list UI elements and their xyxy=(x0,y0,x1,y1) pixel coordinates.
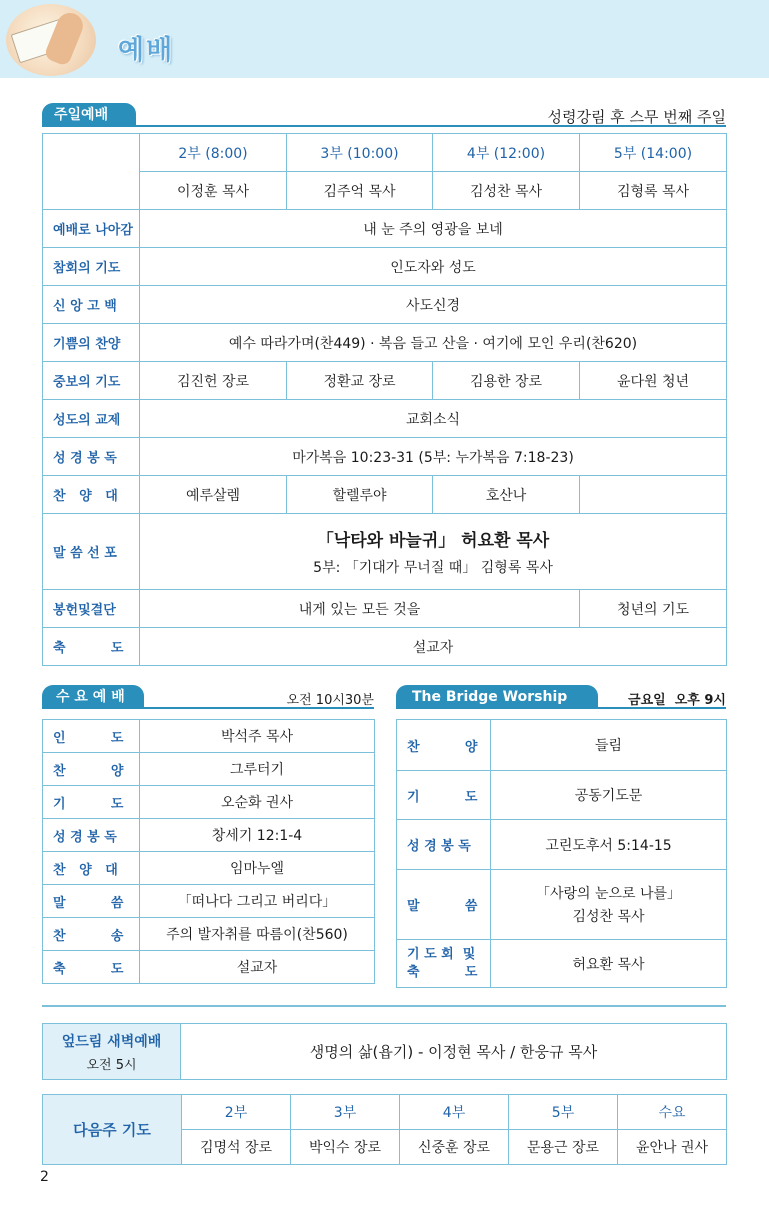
row-label: 찬 양 대 xyxy=(43,852,140,885)
row-label: 성도의 교제 xyxy=(43,400,140,438)
next-prayer-name: 박익수 장로 xyxy=(291,1130,400,1165)
bridge-value: 허요환 목사 xyxy=(491,940,727,988)
page-title: 예배 xyxy=(118,35,175,66)
service-preacher: 이정훈 목사 xyxy=(140,172,287,210)
offering-value-5: 청년의 기도 xyxy=(580,590,727,628)
fellowship-value: 교회소식 xyxy=(140,400,727,438)
wednesday-tab: 수 요 예 배 xyxy=(42,685,144,709)
sunday-tab: 주일예배 xyxy=(42,103,136,127)
choir-value: 예루살렘 xyxy=(140,476,287,514)
wednesday-value: 박석주 목사 xyxy=(140,720,375,753)
next-prayer-table xyxy=(42,1094,727,1165)
dawn-table xyxy=(42,1023,727,1080)
row-label: 찬 양 xyxy=(43,753,140,786)
dawn-value: 생명의 삶(욥기) - 이정현 목사 / 한웅규 목사 xyxy=(181,1024,727,1080)
bridge-sermon-preacher: 김성찬 목사 xyxy=(572,909,645,925)
row-label: 성 경 봉 독 xyxy=(43,438,140,476)
row-label: 축 도 xyxy=(43,951,140,984)
row-label xyxy=(397,940,491,988)
row-label: 신 앙 고 백 xyxy=(43,286,140,324)
wednesday-time: 오전 10시30분 xyxy=(286,693,374,708)
row-label: 말 씀 xyxy=(43,885,140,918)
corner-cell xyxy=(43,134,140,210)
bridge-table xyxy=(396,719,727,988)
row-label: 축 도 xyxy=(43,628,140,666)
row-label-line2: 축 도 xyxy=(407,964,478,980)
header-banner xyxy=(0,0,769,78)
wednesday-table xyxy=(42,719,375,984)
confession-value: 인도자와 성도 xyxy=(140,248,727,286)
choir-value: 호산나 xyxy=(433,476,580,514)
sermon-cell xyxy=(140,514,727,590)
sermon-sub: 5부: 「기대가 무너질 때」 김형록 목사 xyxy=(313,560,553,576)
wednesday-value: 임마누엘 xyxy=(140,852,375,885)
service-preacher: 김성찬 목사 xyxy=(433,172,580,210)
section-divider xyxy=(42,1005,726,1007)
scripture-value: 마가복음 10:23-31 (5부: 누가복음 7:18-23) xyxy=(140,438,727,476)
intercession-value: 김진헌 장로 xyxy=(140,362,287,400)
row-label: 찬 양 대 xyxy=(43,476,140,514)
sunday-subtitle: 성령강림 후 스무 번째 주일 xyxy=(547,108,726,126)
row-label: 찬 양 xyxy=(397,720,491,771)
service-time: 3부 (10:00) xyxy=(287,134,433,172)
intercession-value: 윤다원 청년 xyxy=(580,362,727,400)
bridge-sermon-title: 「사랑의 눈으로 나를」 xyxy=(535,886,682,902)
row-label: 기쁨의 찬양 xyxy=(43,324,140,362)
sunday-table xyxy=(42,133,727,666)
next-prayer-label: 다음주 기도 xyxy=(43,1095,182,1165)
intercession-value: 김용한 장로 xyxy=(433,362,580,400)
service-time: 4부 (12:00) xyxy=(433,134,580,172)
next-prayer-header: 수요 xyxy=(618,1095,727,1130)
next-prayer-header: 2부 xyxy=(182,1095,291,1130)
praise-value: 예수 따라가며(찬449) · 복음 들고 산을 · 여기에 모인 우리(찬620) xyxy=(140,324,727,362)
wednesday-value: 「떠나다 그리고 버리다」 xyxy=(140,885,375,918)
bridge-sermon-cell xyxy=(491,870,727,940)
bridge-tab: The Bridge Worship xyxy=(396,685,598,709)
benediction-value: 설교자 xyxy=(140,628,727,666)
bridge-time: 금요일 오후 9시 xyxy=(628,693,726,708)
dawn-label-cell xyxy=(43,1024,181,1080)
intercession-value: 정환교 장로 xyxy=(287,362,433,400)
offering-value: 내게 있는 모든 것을 xyxy=(140,590,580,628)
row-label-line1: 기 도 회 및 xyxy=(407,946,476,962)
row-label: 인 도 xyxy=(43,720,140,753)
service-time: 5부 (14:00) xyxy=(580,134,727,172)
wednesday-value: 주의 발자취를 따름이(찬560) xyxy=(140,918,375,951)
choir-value: 할렐루야 xyxy=(287,476,433,514)
row-label: 말 씀 선 포 xyxy=(43,514,140,590)
row-label: 성 경 봉 독 xyxy=(43,819,140,852)
choir-value xyxy=(580,476,727,514)
row-label: 참회의 기도 xyxy=(43,248,140,286)
row-label: 봉헌및결단 xyxy=(43,590,140,628)
row-label: 중보의 기도 xyxy=(43,362,140,400)
wednesday-value: 오순화 권사 xyxy=(140,786,375,819)
bridge-value: 들림 xyxy=(491,720,727,771)
service-preacher: 김주억 목사 xyxy=(287,172,433,210)
row-label: 찬 송 xyxy=(43,918,140,951)
row-label: 예배로 나아감 xyxy=(43,210,140,248)
row-label: 말 씀 xyxy=(397,870,491,940)
page-number: 2 xyxy=(40,1169,49,1185)
row-label: 기 도 xyxy=(397,771,491,820)
next-prayer-header: 5부 xyxy=(509,1095,618,1130)
bridge-value: 고린도후서 5:14-15 xyxy=(491,820,727,870)
sermon-main: 「낙타와 바늘귀」 허요환 목사 xyxy=(316,531,550,551)
next-prayer-name: 신중훈 장로 xyxy=(400,1130,509,1165)
wednesday-value: 창세기 12:1-4 xyxy=(140,819,375,852)
wednesday-value: 설교자 xyxy=(140,951,375,984)
next-prayer-header: 4부 xyxy=(400,1095,509,1130)
bridge-value: 공동기도문 xyxy=(491,771,727,820)
wednesday-value: 그루터기 xyxy=(140,753,375,786)
next-prayer-name: 문용근 장로 xyxy=(509,1130,618,1165)
dawn-time: 오전 5시 xyxy=(86,1057,137,1073)
service-preacher: 김형록 목사 xyxy=(580,172,727,210)
row-label: 성 경 봉 독 xyxy=(397,820,491,870)
dawn-label: 엎드림 새벽예배 xyxy=(61,1033,162,1050)
creed-value: 사도신경 xyxy=(140,286,727,324)
next-prayer-name: 김명석 장로 xyxy=(182,1130,291,1165)
next-prayer-name: 윤안나 권사 xyxy=(618,1130,727,1165)
row-label: 기 도 xyxy=(43,786,140,819)
next-prayer-header: 3부 xyxy=(291,1095,400,1130)
call-value: 내 눈 주의 영광을 보네 xyxy=(140,210,727,248)
service-time: 2부 (8:00) xyxy=(140,134,287,172)
